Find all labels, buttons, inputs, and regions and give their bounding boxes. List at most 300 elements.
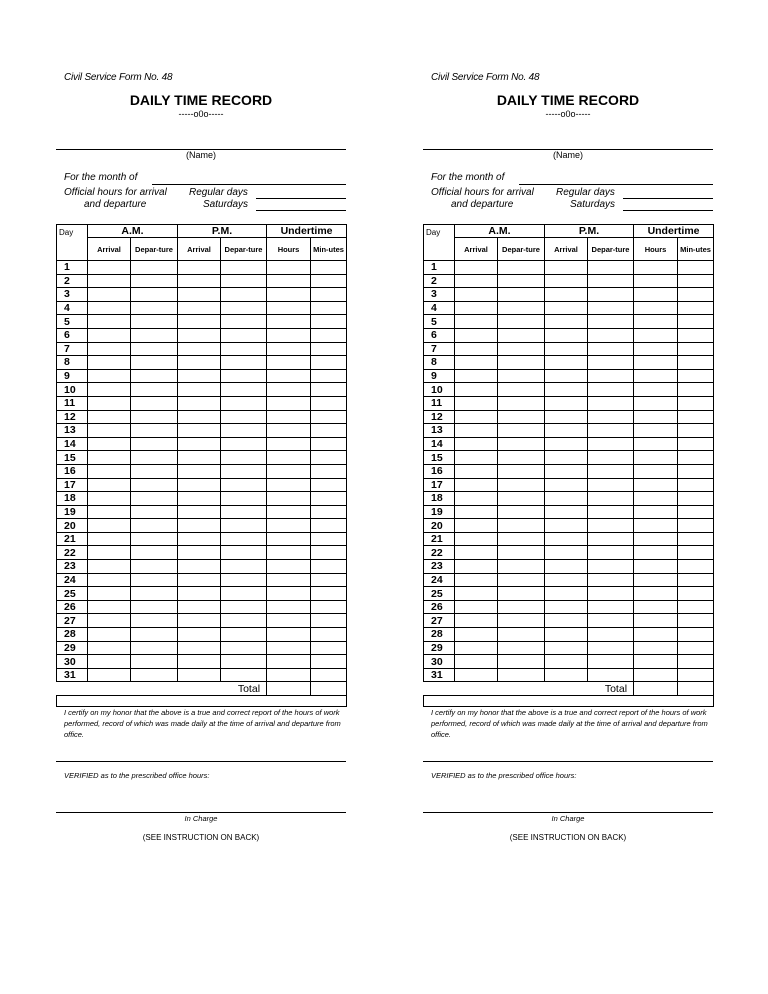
am-departure-cell[interactable]: [131, 655, 178, 669]
undertime-hours-cell[interactable]: [634, 668, 678, 682]
am-departure-cell[interactable]: [498, 369, 545, 383]
pm-departure-cell[interactable]: [588, 532, 634, 546]
in-charge-signature-line[interactable]: [423, 812, 713, 813]
undertime-minutes-cell[interactable]: [678, 492, 714, 506]
pm-departure-cell[interactable]: [588, 628, 634, 642]
undertime-minutes-cell[interactable]: [311, 396, 347, 410]
am-departure-cell[interactable]: [498, 396, 545, 410]
undertime-minutes-cell[interactable]: [311, 560, 347, 574]
pm-arrival-cell[interactable]: [545, 464, 588, 478]
regular-days-field[interactable]: [623, 198, 713, 199]
undertime-hours-cell[interactable]: [267, 492, 311, 506]
undertime-hours-cell[interactable]: [267, 356, 311, 370]
undertime-hours-cell[interactable]: [267, 383, 311, 397]
pm-departure-cell[interactable]: [221, 614, 267, 628]
pm-departure-cell[interactable]: [588, 274, 634, 288]
undertime-minutes-cell[interactable]: [678, 600, 714, 614]
pm-departure-cell[interactable]: [588, 478, 634, 492]
am-departure-cell[interactable]: [498, 464, 545, 478]
am-departure-cell[interactable]: [131, 356, 178, 370]
pm-arrival-cell[interactable]: [178, 560, 221, 574]
undertime-minutes-cell[interactable]: [311, 532, 347, 546]
pm-arrival-cell[interactable]: [545, 668, 588, 682]
pm-departure-cell[interactable]: [588, 261, 634, 275]
am-departure-cell[interactable]: [498, 492, 545, 506]
pm-departure-cell[interactable]: [221, 600, 267, 614]
month-field[interactable]: [519, 184, 713, 185]
undertime-minutes-cell[interactable]: [678, 288, 714, 302]
undertime-hours-cell[interactable]: [634, 600, 678, 614]
undertime-hours-cell[interactable]: [267, 288, 311, 302]
am-departure-cell[interactable]: [131, 505, 178, 519]
undertime-minutes-cell[interactable]: [311, 288, 347, 302]
am-departure-cell[interactable]: [498, 410, 545, 424]
undertime-minutes-cell[interactable]: [678, 655, 714, 669]
am-arrival-cell[interactable]: [455, 587, 498, 601]
am-arrival-cell[interactable]: [88, 600, 131, 614]
pm-departure-cell[interactable]: [588, 410, 634, 424]
am-departure-cell[interactable]: [498, 505, 545, 519]
pm-arrival-cell[interactable]: [545, 396, 588, 410]
pm-departure-cell[interactable]: [588, 492, 634, 506]
undertime-minutes-cell[interactable]: [678, 369, 714, 383]
am-arrival-cell[interactable]: [455, 655, 498, 669]
undertime-minutes-cell[interactable]: [678, 261, 714, 275]
undertime-hours-cell[interactable]: [634, 424, 678, 438]
undertime-hours-cell[interactable]: [267, 410, 311, 424]
am-arrival-cell[interactable]: [455, 369, 498, 383]
undertime-hours-cell[interactable]: [267, 600, 311, 614]
undertime-hours-cell[interactable]: [634, 383, 678, 397]
pm-arrival-cell[interactable]: [178, 464, 221, 478]
am-departure-cell[interactable]: [498, 560, 545, 574]
pm-departure-cell[interactable]: [588, 546, 634, 560]
undertime-minutes-cell[interactable]: [678, 478, 714, 492]
undertime-minutes-cell[interactable]: [678, 464, 714, 478]
pm-arrival-cell[interactable]: [178, 288, 221, 302]
pm-departure-cell[interactable]: [221, 301, 267, 315]
pm-arrival-cell[interactable]: [178, 437, 221, 451]
undertime-hours-cell[interactable]: [634, 560, 678, 574]
undertime-hours-cell[interactable]: [634, 641, 678, 655]
am-arrival-cell[interactable]: [455, 328, 498, 342]
undertime-hours-cell[interactable]: [634, 328, 678, 342]
am-arrival-cell[interactable]: [88, 464, 131, 478]
pm-departure-cell[interactable]: [588, 288, 634, 302]
am-departure-cell[interactable]: [498, 655, 545, 669]
pm-departure-cell[interactable]: [221, 424, 267, 438]
am-arrival-cell[interactable]: [88, 546, 131, 560]
undertime-minutes-cell[interactable]: [678, 410, 714, 424]
am-arrival-cell[interactable]: [455, 668, 498, 682]
pm-departure-cell[interactable]: [588, 328, 634, 342]
undertime-minutes-cell[interactable]: [311, 505, 347, 519]
am-arrival-cell[interactable]: [88, 288, 131, 302]
undertime-hours-cell[interactable]: [267, 478, 311, 492]
am-departure-cell[interactable]: [131, 288, 178, 302]
undertime-minutes-cell[interactable]: [311, 383, 347, 397]
pm-departure-cell[interactable]: [588, 600, 634, 614]
am-departure-cell[interactable]: [131, 261, 178, 275]
pm-arrival-cell[interactable]: [178, 573, 221, 587]
am-departure-cell[interactable]: [131, 614, 178, 628]
pm-departure-cell[interactable]: [221, 464, 267, 478]
am-arrival-cell[interactable]: [455, 410, 498, 424]
am-departure-cell[interactable]: [498, 342, 545, 356]
pm-departure-cell[interactable]: [588, 369, 634, 383]
pm-departure-cell[interactable]: [588, 641, 634, 655]
am-arrival-cell[interactable]: [455, 424, 498, 438]
pm-arrival-cell[interactable]: [545, 587, 588, 601]
am-arrival-cell[interactable]: [88, 410, 131, 424]
pm-departure-cell[interactable]: [588, 519, 634, 533]
am-departure-cell[interactable]: [498, 614, 545, 628]
undertime-hours-cell[interactable]: [267, 328, 311, 342]
am-arrival-cell[interactable]: [455, 492, 498, 506]
undertime-hours-cell[interactable]: [634, 505, 678, 519]
undertime-hours-cell[interactable]: [267, 301, 311, 315]
undertime-minutes-cell[interactable]: [311, 628, 347, 642]
pm-arrival-cell[interactable]: [178, 519, 221, 533]
undertime-minutes-cell[interactable]: [678, 532, 714, 546]
pm-departure-cell[interactable]: [221, 587, 267, 601]
am-arrival-cell[interactable]: [88, 492, 131, 506]
pm-arrival-cell[interactable]: [178, 424, 221, 438]
undertime-hours-cell[interactable]: [267, 628, 311, 642]
undertime-hours-cell[interactable]: [634, 614, 678, 628]
am-departure-cell[interactable]: [131, 546, 178, 560]
undertime-hours-cell[interactable]: [634, 478, 678, 492]
undertime-hours-cell[interactable]: [634, 261, 678, 275]
am-departure-cell[interactable]: [131, 383, 178, 397]
am-arrival-cell[interactable]: [88, 532, 131, 546]
am-arrival-cell[interactable]: [455, 628, 498, 642]
undertime-minutes-cell[interactable]: [678, 342, 714, 356]
pm-departure-cell[interactable]: [588, 424, 634, 438]
pm-arrival-cell[interactable]: [178, 328, 221, 342]
am-arrival-cell[interactable]: [88, 668, 131, 682]
undertime-hours-cell[interactable]: [634, 356, 678, 370]
undertime-minutes-cell[interactable]: [311, 328, 347, 342]
undertime-minutes-cell[interactable]: [311, 356, 347, 370]
am-arrival-cell[interactable]: [88, 261, 131, 275]
pm-arrival-cell[interactable]: [545, 451, 588, 465]
pm-departure-cell[interactable]: [588, 655, 634, 669]
pm-departure-cell[interactable]: [221, 437, 267, 451]
undertime-minutes-cell[interactable]: [678, 383, 714, 397]
am-arrival-cell[interactable]: [455, 274, 498, 288]
undertime-hours-cell[interactable]: [267, 396, 311, 410]
pm-arrival-cell[interactable]: [545, 261, 588, 275]
undertime-hours-cell[interactable]: [634, 451, 678, 465]
pm-departure-cell[interactable]: [588, 587, 634, 601]
pm-arrival-cell[interactable]: [545, 288, 588, 302]
pm-departure-cell[interactable]: [221, 492, 267, 506]
pm-arrival-cell[interactable]: [178, 301, 221, 315]
am-arrival-cell[interactable]: [88, 614, 131, 628]
am-departure-cell[interactable]: [498, 573, 545, 587]
pm-arrival-cell[interactable]: [178, 655, 221, 669]
am-arrival-cell[interactable]: [455, 356, 498, 370]
am-departure-cell[interactable]: [131, 342, 178, 356]
undertime-hours-cell[interactable]: [634, 288, 678, 302]
undertime-hours-cell[interactable]: [267, 655, 311, 669]
am-arrival-cell[interactable]: [455, 383, 498, 397]
saturdays-field[interactable]: [256, 210, 346, 211]
pm-departure-cell[interactable]: [221, 328, 267, 342]
undertime-minutes-cell[interactable]: [311, 342, 347, 356]
pm-departure-cell[interactable]: [221, 519, 267, 533]
am-arrival-cell[interactable]: [88, 383, 131, 397]
pm-arrival-cell[interactable]: [178, 628, 221, 642]
undertime-minutes-cell[interactable]: [678, 505, 714, 519]
pm-arrival-cell[interactable]: [178, 546, 221, 560]
pm-arrival-cell[interactable]: [178, 342, 221, 356]
undertime-hours-cell[interactable]: [634, 519, 678, 533]
undertime-hours-cell[interactable]: [634, 546, 678, 560]
undertime-hours-cell[interactable]: [267, 369, 311, 383]
undertime-hours-cell[interactable]: [267, 342, 311, 356]
undertime-hours-cell[interactable]: [267, 451, 311, 465]
am-arrival-cell[interactable]: [88, 424, 131, 438]
undertime-hours-cell[interactable]: [634, 315, 678, 329]
am-arrival-cell[interactable]: [88, 560, 131, 574]
undertime-hours-cell[interactable]: [267, 573, 311, 587]
am-arrival-cell[interactable]: [455, 342, 498, 356]
pm-departure-cell[interactable]: [221, 668, 267, 682]
am-arrival-cell[interactable]: [88, 342, 131, 356]
pm-arrival-cell[interactable]: [545, 437, 588, 451]
undertime-hours-cell[interactable]: [267, 560, 311, 574]
undertime-minutes-cell[interactable]: [311, 301, 347, 315]
undertime-minutes-cell[interactable]: [311, 600, 347, 614]
pm-arrival-cell[interactable]: [545, 478, 588, 492]
undertime-minutes-cell[interactable]: [678, 587, 714, 601]
am-departure-cell[interactable]: [498, 315, 545, 329]
undertime-hours-cell[interactable]: [267, 437, 311, 451]
regular-days-field[interactable]: [256, 198, 346, 199]
am-departure-cell[interactable]: [131, 641, 178, 655]
undertime-minutes-cell[interactable]: [311, 492, 347, 506]
pm-arrival-cell[interactable]: [178, 478, 221, 492]
am-departure-cell[interactable]: [498, 668, 545, 682]
am-arrival-cell[interactable]: [455, 464, 498, 478]
am-departure-cell[interactable]: [131, 532, 178, 546]
undertime-minutes-cell[interactable]: [678, 437, 714, 451]
undertime-minutes-cell[interactable]: [678, 424, 714, 438]
am-arrival-cell[interactable]: [455, 437, 498, 451]
am-departure-cell[interactable]: [131, 424, 178, 438]
am-departure-cell[interactable]: [498, 261, 545, 275]
am-departure-cell[interactable]: [131, 668, 178, 682]
pm-arrival-cell[interactable]: [178, 396, 221, 410]
am-arrival-cell[interactable]: [88, 274, 131, 288]
undertime-minutes-cell[interactable]: [311, 424, 347, 438]
pm-departure-cell[interactable]: [221, 451, 267, 465]
undertime-minutes-cell[interactable]: [678, 301, 714, 315]
am-arrival-cell[interactable]: [88, 396, 131, 410]
pm-arrival-cell[interactable]: [178, 600, 221, 614]
am-arrival-cell[interactable]: [455, 546, 498, 560]
undertime-minutes-cell[interactable]: [311, 614, 347, 628]
am-departure-cell[interactable]: [498, 328, 545, 342]
pm-departure-cell[interactable]: [221, 410, 267, 424]
pm-arrival-cell[interactable]: [178, 492, 221, 506]
am-departure-cell[interactable]: [131, 519, 178, 533]
undertime-hours-cell[interactable]: [267, 546, 311, 560]
undertime-hours-cell[interactable]: [267, 315, 311, 329]
undertime-minutes-cell[interactable]: [678, 451, 714, 465]
pm-arrival-cell[interactable]: [545, 383, 588, 397]
am-departure-cell[interactable]: [498, 451, 545, 465]
pm-departure-cell[interactable]: [588, 356, 634, 370]
am-arrival-cell[interactable]: [88, 301, 131, 315]
undertime-hours-cell[interactable]: [267, 614, 311, 628]
pm-arrival-cell[interactable]: [545, 641, 588, 655]
undertime-minutes-cell[interactable]: [311, 451, 347, 465]
employee-signature-line[interactable]: [56, 761, 346, 762]
undertime-minutes-cell[interactable]: [311, 573, 347, 587]
am-departure-cell[interactable]: [131, 451, 178, 465]
pm-departure-cell[interactable]: [588, 560, 634, 574]
pm-departure-cell[interactable]: [221, 356, 267, 370]
am-departure-cell[interactable]: [498, 437, 545, 451]
undertime-minutes-cell[interactable]: [678, 315, 714, 329]
pm-departure-cell[interactable]: [588, 451, 634, 465]
undertime-hours-cell[interactable]: [267, 532, 311, 546]
pm-arrival-cell[interactable]: [545, 492, 588, 506]
am-departure-cell[interactable]: [131, 315, 178, 329]
undertime-hours-cell[interactable]: [634, 532, 678, 546]
am-departure-cell[interactable]: [498, 628, 545, 642]
undertime-hours-cell[interactable]: [634, 492, 678, 506]
undertime-minutes-cell[interactable]: [311, 668, 347, 682]
undertime-hours-cell[interactable]: [267, 261, 311, 275]
pm-arrival-cell[interactable]: [178, 668, 221, 682]
total-minutes-cell[interactable]: [311, 682, 347, 696]
saturdays-field[interactable]: [623, 210, 713, 211]
am-arrival-cell[interactable]: [455, 396, 498, 410]
undertime-hours-cell[interactable]: [267, 519, 311, 533]
pm-arrival-cell[interactable]: [178, 587, 221, 601]
undertime-minutes-cell[interactable]: [311, 274, 347, 288]
undertime-hours-cell[interactable]: [634, 274, 678, 288]
pm-arrival-cell[interactable]: [178, 505, 221, 519]
am-arrival-cell[interactable]: [455, 301, 498, 315]
undertime-minutes-cell[interactable]: [311, 546, 347, 560]
pm-arrival-cell[interactable]: [545, 356, 588, 370]
am-arrival-cell[interactable]: [88, 641, 131, 655]
pm-departure-cell[interactable]: [588, 315, 634, 329]
undertime-hours-cell[interactable]: [634, 628, 678, 642]
undertime-minutes-cell[interactable]: [678, 274, 714, 288]
undertime-minutes-cell[interactable]: [311, 261, 347, 275]
am-arrival-cell[interactable]: [88, 519, 131, 533]
pm-arrival-cell[interactable]: [545, 328, 588, 342]
pm-departure-cell[interactable]: [588, 437, 634, 451]
am-departure-cell[interactable]: [131, 369, 178, 383]
pm-departure-cell[interactable]: [221, 573, 267, 587]
am-departure-cell[interactable]: [498, 532, 545, 546]
employee-signature-line[interactable]: [423, 761, 713, 762]
undertime-hours-cell[interactable]: [634, 342, 678, 356]
undertime-minutes-cell[interactable]: [678, 668, 714, 682]
pm-arrival-cell[interactable]: [545, 560, 588, 574]
pm-arrival-cell[interactable]: [178, 315, 221, 329]
am-departure-cell[interactable]: [131, 396, 178, 410]
am-arrival-cell[interactable]: [88, 505, 131, 519]
total-hours-cell[interactable]: [634, 682, 678, 696]
month-field[interactable]: [152, 184, 346, 185]
in-charge-signature-line[interactable]: [56, 812, 346, 813]
undertime-hours-cell[interactable]: [634, 655, 678, 669]
pm-departure-cell[interactable]: [588, 396, 634, 410]
pm-arrival-cell[interactable]: [545, 519, 588, 533]
pm-departure-cell[interactable]: [221, 505, 267, 519]
pm-departure-cell[interactable]: [221, 396, 267, 410]
pm-arrival-cell[interactable]: [178, 261, 221, 275]
undertime-minutes-cell[interactable]: [678, 519, 714, 533]
am-departure-cell[interactable]: [131, 464, 178, 478]
pm-arrival-cell[interactable]: [545, 410, 588, 424]
am-arrival-cell[interactable]: [455, 641, 498, 655]
undertime-minutes-cell[interactable]: [678, 641, 714, 655]
pm-departure-cell[interactable]: [588, 668, 634, 682]
am-departure-cell[interactable]: [131, 410, 178, 424]
pm-arrival-cell[interactable]: [178, 410, 221, 424]
pm-arrival-cell[interactable]: [545, 301, 588, 315]
am-departure-cell[interactable]: [498, 641, 545, 655]
am-arrival-cell[interactable]: [455, 288, 498, 302]
am-departure-cell[interactable]: [131, 628, 178, 642]
pm-departure-cell[interactable]: [588, 342, 634, 356]
pm-arrival-cell[interactable]: [178, 451, 221, 465]
am-arrival-cell[interactable]: [455, 315, 498, 329]
am-arrival-cell[interactable]: [88, 369, 131, 383]
undertime-minutes-cell[interactable]: [678, 560, 714, 574]
am-arrival-cell[interactable]: [455, 478, 498, 492]
am-departure-cell[interactable]: [498, 600, 545, 614]
undertime-hours-cell[interactable]: [634, 587, 678, 601]
am-arrival-cell[interactable]: [88, 315, 131, 329]
am-departure-cell[interactable]: [498, 301, 545, 315]
pm-departure-cell[interactable]: [221, 655, 267, 669]
undertime-hours-cell[interactable]: [634, 410, 678, 424]
undertime-minutes-cell[interactable]: [311, 478, 347, 492]
am-arrival-cell[interactable]: [455, 451, 498, 465]
undertime-minutes-cell[interactable]: [678, 546, 714, 560]
am-departure-cell[interactable]: [498, 274, 545, 288]
am-arrival-cell[interactable]: [455, 560, 498, 574]
am-arrival-cell[interactable]: [88, 356, 131, 370]
undertime-hours-cell[interactable]: [634, 437, 678, 451]
undertime-hours-cell[interactable]: [267, 668, 311, 682]
am-arrival-cell[interactable]: [88, 573, 131, 587]
am-arrival-cell[interactable]: [455, 505, 498, 519]
pm-arrival-cell[interactable]: [545, 546, 588, 560]
pm-departure-cell[interactable]: [588, 383, 634, 397]
pm-departure-cell[interactable]: [221, 560, 267, 574]
am-departure-cell[interactable]: [498, 356, 545, 370]
am-departure-cell[interactable]: [131, 478, 178, 492]
pm-departure-cell[interactable]: [221, 546, 267, 560]
pm-departure-cell[interactable]: [221, 315, 267, 329]
pm-departure-cell[interactable]: [221, 342, 267, 356]
am-arrival-cell[interactable]: [88, 328, 131, 342]
am-arrival-cell[interactable]: [455, 532, 498, 546]
am-arrival-cell[interactable]: [455, 573, 498, 587]
pm-departure-cell[interactable]: [221, 641, 267, 655]
